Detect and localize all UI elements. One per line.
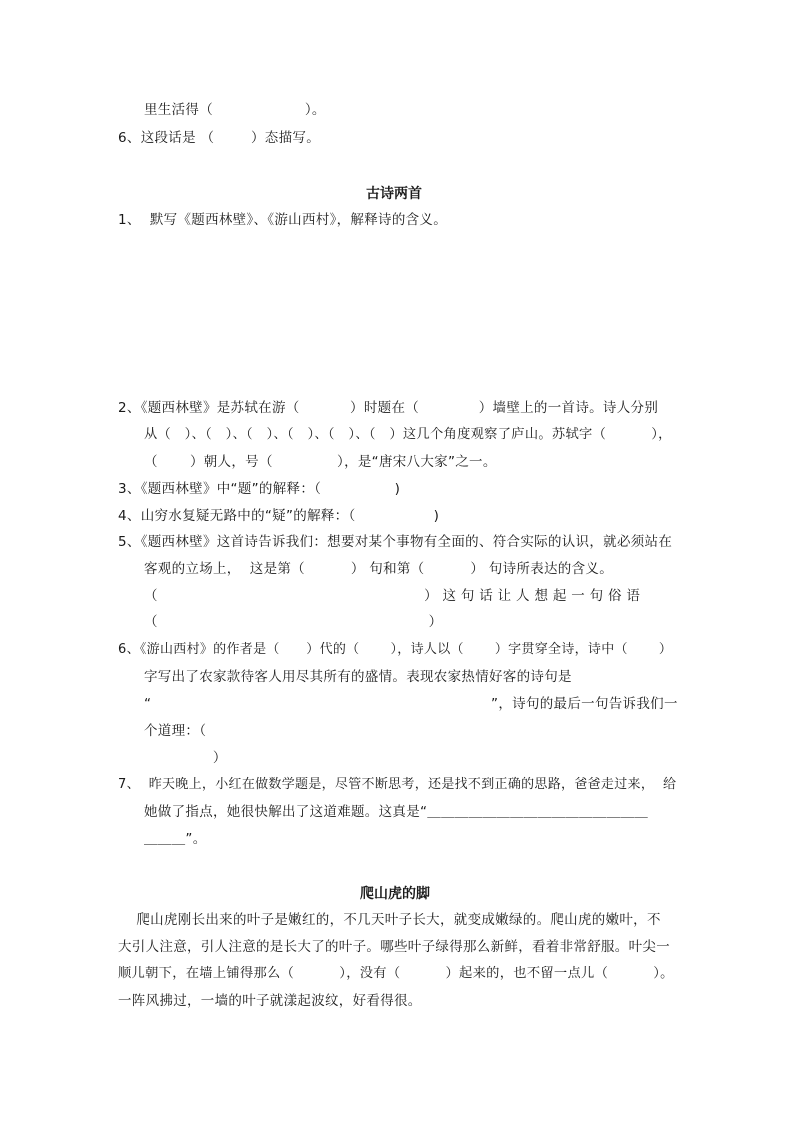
top-line-2: 6、这段话是 （ ）态描写。: [118, 130, 321, 146]
paragraph-line-3: 顺儿朝下，在墙上铺得那么（ ），没有（ ）起来的，也不留一点儿（ ）。: [118, 966, 674, 981]
question-6-line-4: 个道理：（: [144, 723, 207, 739]
question-7-line-3: ＿＿＿”。: [144, 831, 207, 847]
paragraph-line-1: 爬山虎刚长出来的叶子是嫩红的，不几天叶子长大，就变成嫩绿的。爬山虎的嫩叶，不: [118, 912, 661, 928]
question-4: 4、山穷水复疑无路中的“疑”的解释：（ ): [118, 508, 440, 524]
question-6-line-5: ）: [144, 750, 227, 766]
question-5-line-1: 5、《题西林壁》这首诗告诉我们：想要对某个事物有全面的、符合实际的认识，就必须站在: [118, 534, 673, 550]
question-1: 1、 默写《题西林壁》、《游山西村》，解释诗的含义。: [118, 212, 448, 228]
paragraph-line-2: 大引人注意，引人注意的是长大了的叶子。哪些叶子绿得那么新鲜，看着非常舒服。叶尖一: [118, 939, 670, 955]
top-line-1: 里生活得（ ）。: [144, 102, 326, 118]
paragraph-line-4: 一阵风拂过，一墙的叶子就漾起波纹，好看得很。: [118, 993, 422, 1009]
question-6-line-2: 字写出了农家款待客人用尽其所有的盛情。表现农家热情好客的诗句是: [144, 669, 572, 685]
question-7-line-2: 她做了指点，她很快解出了这道难题。这真是“＿＿＿＿＿＿＿＿＿＿＿＿＿＿＿＿: [144, 804, 649, 820]
question-2-line-1: 2、《题西林壁》是苏轼在游（ ）时题在（ ）墙壁上的一首诗。诗人分别: [118, 400, 659, 416]
section-title-ivy: 爬山虎的脚: [360, 886, 430, 902]
question-5-line-2: 客观的立场上， 这是第（ ） 句和第（ ） 句诗所表达的含义。: [144, 561, 613, 577]
question-6-line-3: “ ”，诗句的最后一句告诉我们一: [144, 696, 678, 712]
question-6-line-1: 6、《游山西村》的作者是（ ）代的（ ），诗人以（ ）字贯穿全诗，诗中（ ）: [118, 642, 673, 657]
section-title-poems: 古诗两首: [366, 186, 422, 202]
question-5-line-4: （ ）: [144, 614, 443, 630]
question-2-line-2: 从（ ）、（ ）、（ ）、（ ）、（ ）、（ ）这几个角度观察了庐山。苏轼字（ ），: [144, 427, 672, 442]
question-5-line-3: （ ） 这 句 话 让 人 想 起 一 句 俗 语: [144, 588, 641, 604]
question-2-line-3: （ ）朝人，号（ ），是“唐宋八大家”之一。: [144, 454, 497, 470]
question-7-line-1: 7、 昨天晚上，小红在做数学题是，尽管不断思考，还是找不到正确的思路，爸爸走过来， 给: [118, 777, 677, 792]
question-3: 3、《题西林壁》中“题”的解释：（ ): [118, 481, 401, 497]
